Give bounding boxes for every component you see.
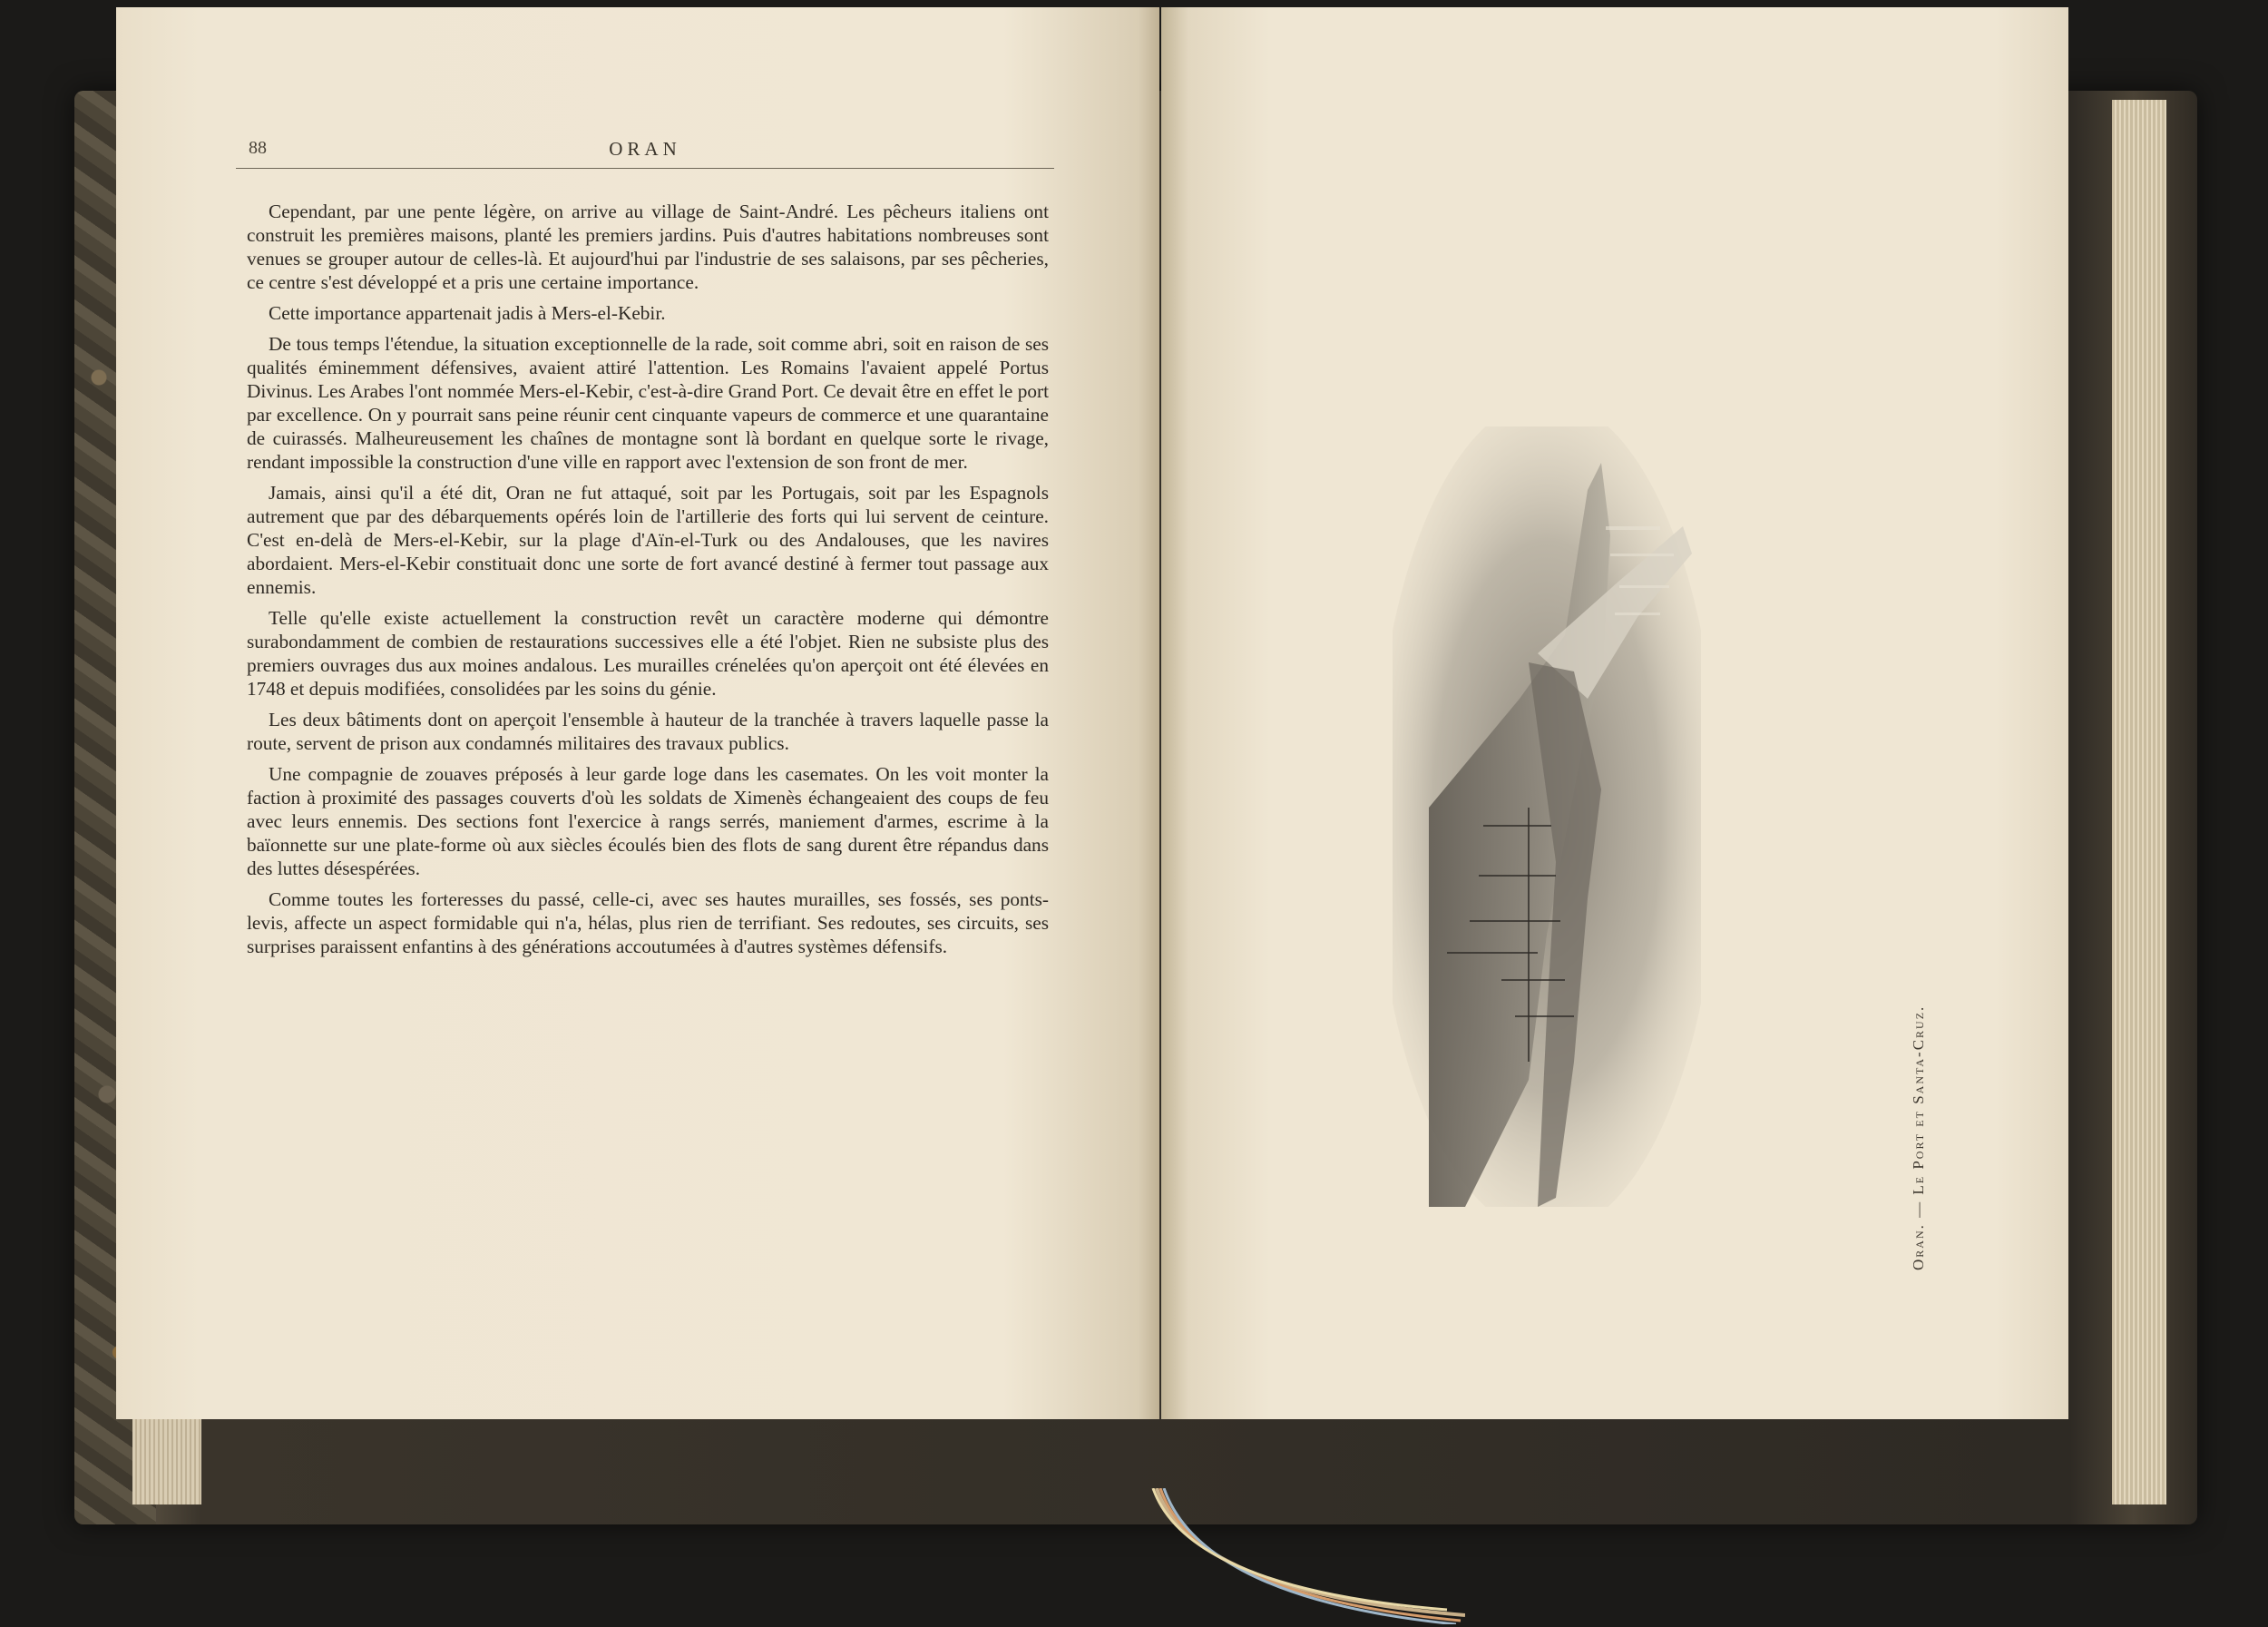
harbor-photograph	[1393, 426, 1701, 1207]
paragraph: Cette importance appartenait jadis à Mers-el-Kebir.	[269, 302, 666, 324]
bookmark-ribbon	[1139, 1488, 1465, 1624]
right-page-stack	[2112, 100, 2166, 1504]
photo-caption: Oran. — Le Port et Santa-Cruz.	[1910, 1005, 1927, 1270]
body-text	[247, 200, 1049, 965]
paragraph: Les deux bâtiments dont on aperçoit l'ensemble à hauteur de la tranchée à travers laquelle passe la route, servent de prison aux condamnés militaires des travaux publics.	[247, 709, 1049, 754]
paragraph: Une compagnie de zouaves préposés à leur garde loge dans les casemates. On les voit monter la faction à proximité des passages couverts d'où les soldats de Ximenès échangeaient des coups de feu avec leurs ennemis. Des sections font l'exercice à rangs serrés, maniement d'armes, escrime à la baïonnette sur une plate-forme où aux siècles écoulés bien des flots de sang durent être répandus dans des luttes désespérées.	[247, 763, 1049, 879]
header-rule	[236, 168, 1054, 169]
paragraph: Telle qu'elle existe actuellement la construction revêt un caractère moderne qui démontre surabondamment de combien de restaurations successives elle a été l'objet. Rien ne subsiste plus des premiers ouvrages dus aux moines andalous. Les murailles crénelées qu'on aperçoit ont été élevées en 1748 et depuis modifiées, consolidées par les soins du génie.	[247, 607, 1049, 700]
paragraph: Cependant, par une pente légère, on arrive au village de Saint-André. Les pêcheurs italiens ont construit les premières maisons, planté les premiers jardins. Puis d'autres habitations nombreuses sont venues se grouper autour de celles-là. Et aujourd'hui par l'industrie de ses salaisons, par ses pêcheries, ce centre s'est développé et a pris une certaine importance.	[247, 201, 1049, 293]
paragraph: Jamais, ainsi qu'il a été dit, Oran ne fut attaqué, soit par les Portugais, soit par les Espagnols autrement que par des débarquements opérés loin de l'artillerie des forts qui lui servent de ceinture. C'est en-delà de Mers-el-Kebir, sur la plage d'Aïn-el-Turk ou des Andalouses, que les navires abordaient. Mers-el-Kebir constituait donc une sorte de fort avancé destiné à fermer tout passage aux ennemis.	[247, 482, 1049, 598]
running-title: ORAN	[609, 138, 681, 160]
page-header	[236, 138, 1054, 165]
paragraph: Comme toutes les forteresses du passé, celle-ci, avec ses hautes murailles, ses fossés, ses ponts-levis, affecte un aspect formidable qui n'a, hélas, plus rien de terrifiant. Ses redoutes, ses circuits, ses surprises paraissent enfantins à des générations accoutumées à d'autres systèmes défensifs.	[247, 888, 1049, 957]
page-number: 88	[249, 138, 267, 158]
paragraph: De tous temps l'étendue, la situation exceptionnelle de la rade, soit comme abri, soit en raison de ses qualités éminemment défensives, avaient attiré l'attention. Les Romains l'avaient appelé Portus Divinus. Les Arabes l'ont nommée Mers-el-Kebir, c'est-à-dire Grand Port. Ce devait être en effet le port par excellence. On y pourrait sans peine réunir cent cinquante vapeurs de commerce et une quarantaine de cuirassés. Malheureusement les chaînes de montagne sont là bordant en quelque sorte le rivage, rendant impossible la construction d'une ville en rapport avec l'extension de son front de mer.	[247, 333, 1049, 473]
